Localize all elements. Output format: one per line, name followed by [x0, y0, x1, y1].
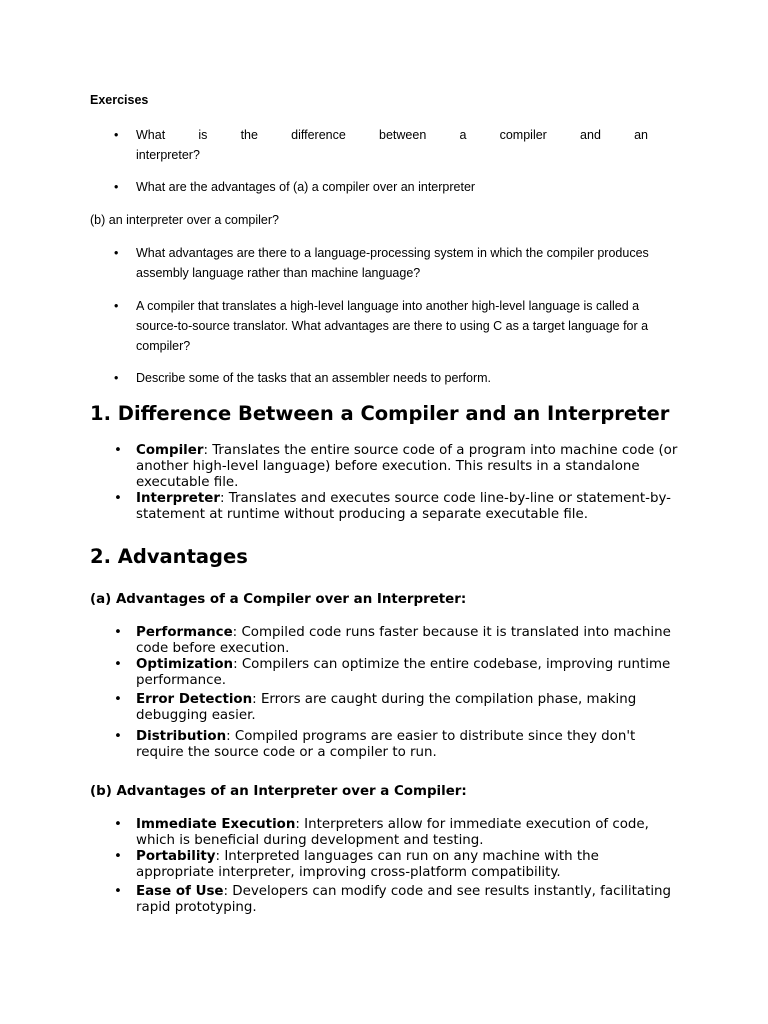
term-interpreter: Interpreter	[136, 491, 220, 506]
list-item	[114, 849, 681, 881]
term-distribution: Distribution	[136, 729, 227, 744]
definition-compiler: : Translates the entire source code of a program into machine code (or another high-level language) before execution. This results in a standalone executable file.	[136, 443, 678, 490]
exercise-question-3	[114, 243, 666, 283]
list-item	[114, 491, 681, 523]
bullet: •	[114, 491, 122, 506]
exercise-question-3-text: What advantages are there to a language-processing system in which the compiler produces assembly language rather than machine language?	[136, 246, 649, 280]
definition-interpreter: : Translates and executes source code line-by-line or statement-by-statement at runtime without producing a separate executable file.	[136, 491, 672, 522]
definition-error-detection: : Errors are caught during the compilation phase, making debugging easier.	[136, 692, 637, 723]
term-compiler: Compiler	[136, 443, 204, 458]
list-item	[114, 884, 681, 916]
bullet: •	[114, 849, 122, 864]
exercises-heading: Exercises	[90, 93, 149, 107]
list-item	[114, 625, 681, 657]
exercise-question-5	[114, 368, 648, 388]
term-error-detection: Error Detection	[136, 692, 253, 707]
bullet: •	[114, 180, 119, 194]
exercise-question-2	[114, 177, 648, 197]
subsection-b-title: (b) Advantages of an Interpreter over a Compiler:	[90, 784, 467, 799]
list-item	[114, 657, 681, 689]
bullet: •	[114, 729, 122, 744]
term-optimization: Optimization	[136, 657, 234, 672]
section-1-title: 1. Difference Between a Compiler and an Interpreter	[90, 402, 670, 425]
exercise-question-2-text: What are the advantages of (a) a compiler over an interpreter	[136, 180, 476, 194]
bullet: •	[114, 884, 122, 899]
list-item	[114, 729, 681, 761]
bullet: •	[114, 817, 122, 832]
bullet: •	[114, 692, 122, 707]
definition-optimization: : Compilers can optimize the entire codebase, improving runtime performance.	[136, 657, 671, 688]
definition-portability: : Interpreted languages can run on any machine with the appropriate interpreter, improving cross-platform compatibility.	[136, 849, 599, 880]
exercise-question-1	[114, 125, 648, 165]
exercise-question-4	[114, 296, 666, 356]
exercise-question-1-line-2: interpreter?	[136, 148, 200, 162]
definition-ease-of-use: : Developers can modify code and see results instantly, facilitating rapid prototyping.	[136, 884, 672, 915]
exercise-question-4-text: A compiler that translates a high-level language into another high-level language is called a source-to-source translator. What advantages are there to using C as a target language for a compiler?	[136, 299, 649, 353]
section-2-title: 2. Advantages	[90, 545, 248, 568]
term-immediate-execution: Immediate Execution	[136, 817, 296, 832]
exercise-question-5-text: Describe some of the tasks that an assembler needs to perform.	[136, 371, 492, 385]
definition-distribution: : Compiled programs are easier to distribute since they don't require the source code or a compiler to run.	[136, 729, 636, 760]
bullet: •	[114, 657, 122, 672]
list-item	[114, 443, 681, 491]
subsection-a-title: (a) Advantages of a Compiler over an Interpreter:	[90, 592, 467, 607]
term-ease-of-use: Ease of Use	[136, 884, 224, 899]
bullet: •	[114, 246, 119, 260]
exercise-question-1-line-1: What is the difference between a compiler and an	[136, 128, 648, 142]
definition-performance: : Compiled code runs faster because it is translated into machine code before execution.	[136, 625, 671, 656]
bullet: •	[114, 443, 122, 458]
bullet: •	[114, 625, 122, 640]
list-item	[114, 817, 681, 849]
exercise-question-2b: (b) an interpreter over a compiler?	[90, 213, 279, 227]
term-performance: Performance	[136, 625, 233, 640]
term-portability: Portability	[136, 849, 216, 864]
definition-immediate-execution: : Interpreters allow for immediate execution of code, which is beneficial during development and testing.	[136, 817, 649, 848]
bullet: •	[114, 371, 119, 385]
bullet: •	[114, 128, 119, 142]
bullet: •	[114, 299, 119, 313]
list-item	[114, 692, 681, 724]
